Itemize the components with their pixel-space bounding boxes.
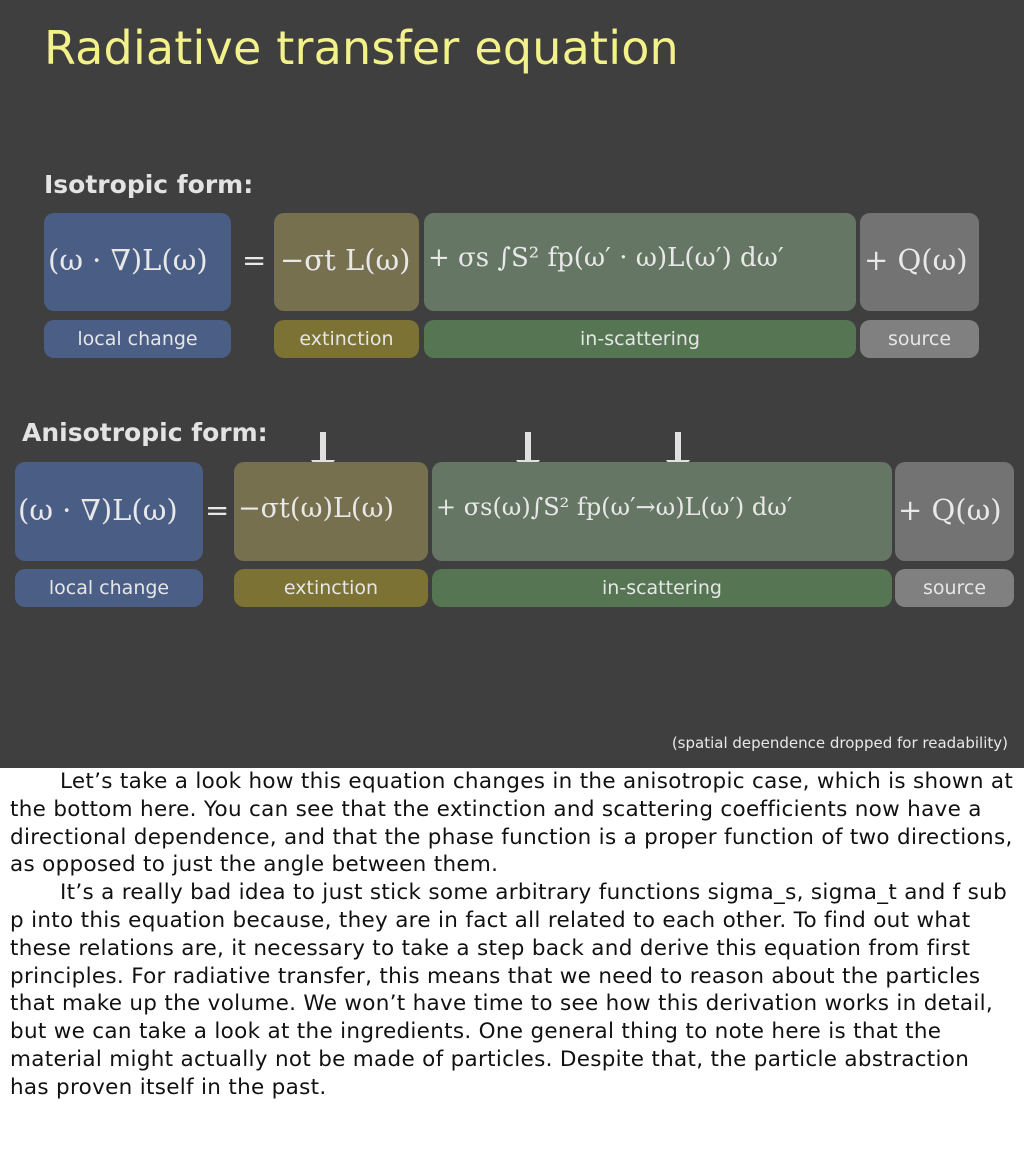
aniso-term-local-change: (ω · ∇)L(ω) <box>18 493 178 527</box>
iso-term-extinction: −σt L(ω) <box>280 243 411 277</box>
notes-paragraph-1: Let’s take a look how this equation changes in the anisotropic case, which is shown at the bottom here. You can see that the extinction and scattering coefficients now have a directional dependence, and that the phase function is a proper function of two directions, as opposed to just the angle between them. <box>10 769 1014 878</box>
iso-label-local-change: local change <box>44 320 231 358</box>
notes-paragraph-2: It’s a really bad idea to just stick some arbitrary functions sigma_s, sigma_t and f sub p into this equation because, they are in fact all related to each other. To find out what these relations are, it necessary to take a step back and derive this equation from first principles. For radiative transfer, this means that we need to reason about the particles that make up the volume. We won’t have time to see how this derivation works in detail, but we can take a look at the ingredients. One general thing to note here is that the material might actually not be made of particles. Despite that, the particle abstraction has proven itself in the past. <box>10 880 1008 1100</box>
aniso-equals: = <box>205 493 230 527</box>
aniso-label-local-change: local change <box>15 569 203 607</box>
iso-label-extinction: extinction <box>274 320 419 358</box>
readability-note: (spatial dependence dropped for readability) <box>671 734 1008 752</box>
aniso-label-in-scattering: in-scattering <box>432 569 892 607</box>
aniso-label-extinction: extinction <box>234 569 428 607</box>
anisotropic-heading: Anisotropic form: <box>22 418 268 447</box>
aniso-term-source: + Q(ω) <box>898 493 1002 527</box>
slide-title: Radiative transfer equation <box>44 21 679 75</box>
isotropic-heading: Isotropic form: <box>44 170 254 199</box>
iso-term-source: + Q(ω) <box>864 243 968 277</box>
aniso-term-in-scattering: + σs(ω)∫S² fp(ω′→ω)L(ω′) dω′ <box>436 493 793 521</box>
aniso-label-source: source <box>895 569 1014 607</box>
iso-term-local-change: (ω · ∇)L(ω) <box>48 243 208 277</box>
iso-term-in-scattering: + σs ∫S² fp(ω′ · ω)L(ω′) dω′ <box>428 243 784 273</box>
aniso-term-extinction: −σt(ω)L(ω) <box>238 493 395 524</box>
iso-label-in-scattering: in-scattering <box>424 320 856 358</box>
speaker-notes <box>10 768 1014 1102</box>
iso-equals: = <box>242 243 267 277</box>
iso-label-source: source <box>860 320 979 358</box>
